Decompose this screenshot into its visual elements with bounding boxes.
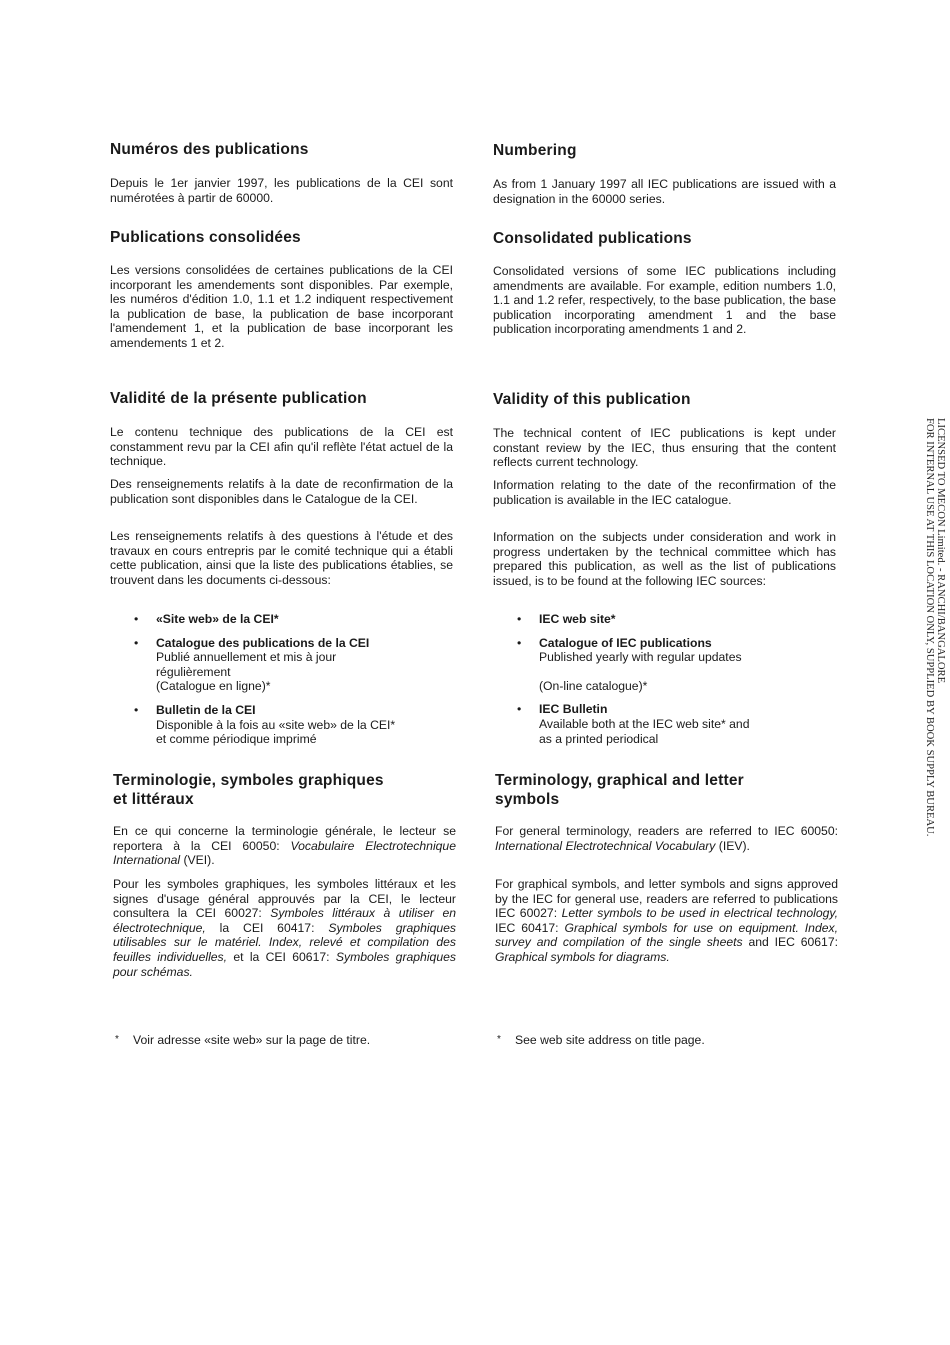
fr-terminology-p2: Pour les symboles graphiques, les symboles littéraux et les signes d'usage général approuvés par la CEI, le lecteur consultera la CEI 60027: Symboles littéraux à utiliser en électrotechnique, la CEI 60417: Symboles graphiques utilisables sur le matériel. Index, relevé et compilation des feuilles individuelles, et la CEI 60617: Symboles graphiques pour schémas. xyxy=(113,877,457,979)
en-consolidated-text: Consolidated versions of some IEC publications including amendments are available. For example, edition numbers 1.0, 1.1 and 1.2 refer, respectively, to the base publication, the base publication incorporating amendment 1 and the base publication incorporating amendments 1 and 2. xyxy=(493,264,836,337)
en-bullet-bulletin: • IEC Bulletin Available both at the IEC web site* and as a printed periodical xyxy=(517,702,750,746)
bullet-icon: • xyxy=(517,635,522,650)
en-validity-p3: Information on the subjects under consideration and work in progress undertaken by the technical committee which has prepared this publication, as well as the list of publications issued, is to be found at the following IEC sources: xyxy=(493,530,836,588)
fr-bullet-bulletin: • Bulletin de la CEI Disponible à la fois au «site web» de la CEI* et comme périodique imprimé xyxy=(134,702,396,747)
fr-bullet-website: • «Site web» de la CEI* xyxy=(134,612,279,626)
fr-validity-p3: Les renseignements relatifs à des questions à l'étude et des travaux en cours entrepris par le comité technique qui a établi cette publication, ainsi que la liste des publications établies, se trouvent dans les documents ci-dessous: xyxy=(110,529,453,587)
en-bullet-website: • IEC web site* xyxy=(517,612,616,626)
en-terminology-heading: Terminology, graphical and letter symbols xyxy=(495,772,744,808)
en-footnote: * See web site address on title page. xyxy=(497,1033,705,1047)
bullet-icon: • xyxy=(134,612,139,626)
fr-terminology-heading: Terminologie, symboles graphiques et littéraux xyxy=(113,772,384,808)
fr-validity-p1: Le contenu technique des publications de la CEI est constamment revu par la CEI afin qu'il reflète l'état actuel de la technique. xyxy=(110,425,453,469)
en-numbering-heading: Numbering xyxy=(493,142,577,159)
fr-terminology-p1: En ce qui concerne la terminologie générale, le lecteur se reportera à la CEI 60050: Vocabulaire Electrotechnique International (VEI). xyxy=(113,824,456,868)
license-stamp xyxy=(924,418,946,938)
en-validity-p1: The technical content of IEC publications is kept under constant review by the IEC, thus ensuring that the content reflects current technology. xyxy=(493,426,836,470)
en-bullet-catalogue: • Catalogue of IEC publications Published yearly with regular updates (On-line catalogue)* xyxy=(517,635,742,693)
fr-validity-p2: Des renseignements relatifs à la date de reconfirmation de la publication sont disponibles dans le Catalogue de la CEI. xyxy=(110,477,453,506)
fr-consolidated-text: Les versions consolidées de certaines publications de la CEI incorporant les amendements sont disponibles. Par exemple, les numéros d'édition 1.0, 1.1 et 1.2 indiquent respectivement la publication de base, la publication de base incorporant l'amendement 1, et la publication de base incorporant les amendements 1 et 2. xyxy=(110,263,453,350)
en-sources-list xyxy=(493,612,813,746)
bullet-icon: • xyxy=(517,702,522,717)
bullet-icon: • xyxy=(134,635,139,650)
en-validity-heading: Validity of this publication xyxy=(493,391,691,408)
bullet-icon: • xyxy=(134,702,139,717)
fr-sources-list xyxy=(110,612,430,747)
fr-numbering-text: Depuis le 1er janvier 1997, les publications de la CEI sont numérotées à partir de 60000. xyxy=(110,176,453,205)
en-consolidated-heading: Consolidated publications xyxy=(493,230,692,247)
fr-bullet-catalogue: • Catalogue des publications de la CEI Publié annuellement et mis à jour régulièrement (Catalogue en ligne)* xyxy=(134,635,370,694)
en-validity-p2: Information relating to the date of the reconfirmation of the publication is available in the IEC catalogue. xyxy=(493,478,836,507)
bullet-icon: • xyxy=(517,612,522,626)
license-line-1: LICENSED TO MECON Limited. - RANCHI/BANGALORE xyxy=(935,418,946,684)
fr-footnote: * Voir adresse «site web» sur la page de titre. xyxy=(115,1033,371,1047)
fr-consolidated-heading: Publications consolidées xyxy=(110,229,301,246)
en-numbering-text: As from 1 January 1997 all IEC publications are issued with a designation in the 60000 series. xyxy=(493,177,836,206)
license-line-2: FOR INTERNAL USE AT THIS LOCATION ONLY, SUPPLIED BY BOOK SUPPLY BUREAU. xyxy=(924,418,935,837)
fr-numbering-heading: Numéros des publications xyxy=(110,141,309,158)
en-terminology-p2: For graphical symbols, and letter symbols and signs approved by the IEC for general use, readers are referred to publications IEC 60027: Letter symbols to be used in electrical technology, IEC 60417: Graphical symbols for use on equipment. Index, survey and compilation of the single sheets and IEC 60617: Graphical symbols for diagrams. xyxy=(495,877,838,964)
en-terminology-p1: For general terminology, readers are referred to IEC 60050: International Electrotechnical Vocabulary (IEV). xyxy=(495,824,838,853)
fr-validity-heading: Validité de la présente publication xyxy=(110,390,367,407)
